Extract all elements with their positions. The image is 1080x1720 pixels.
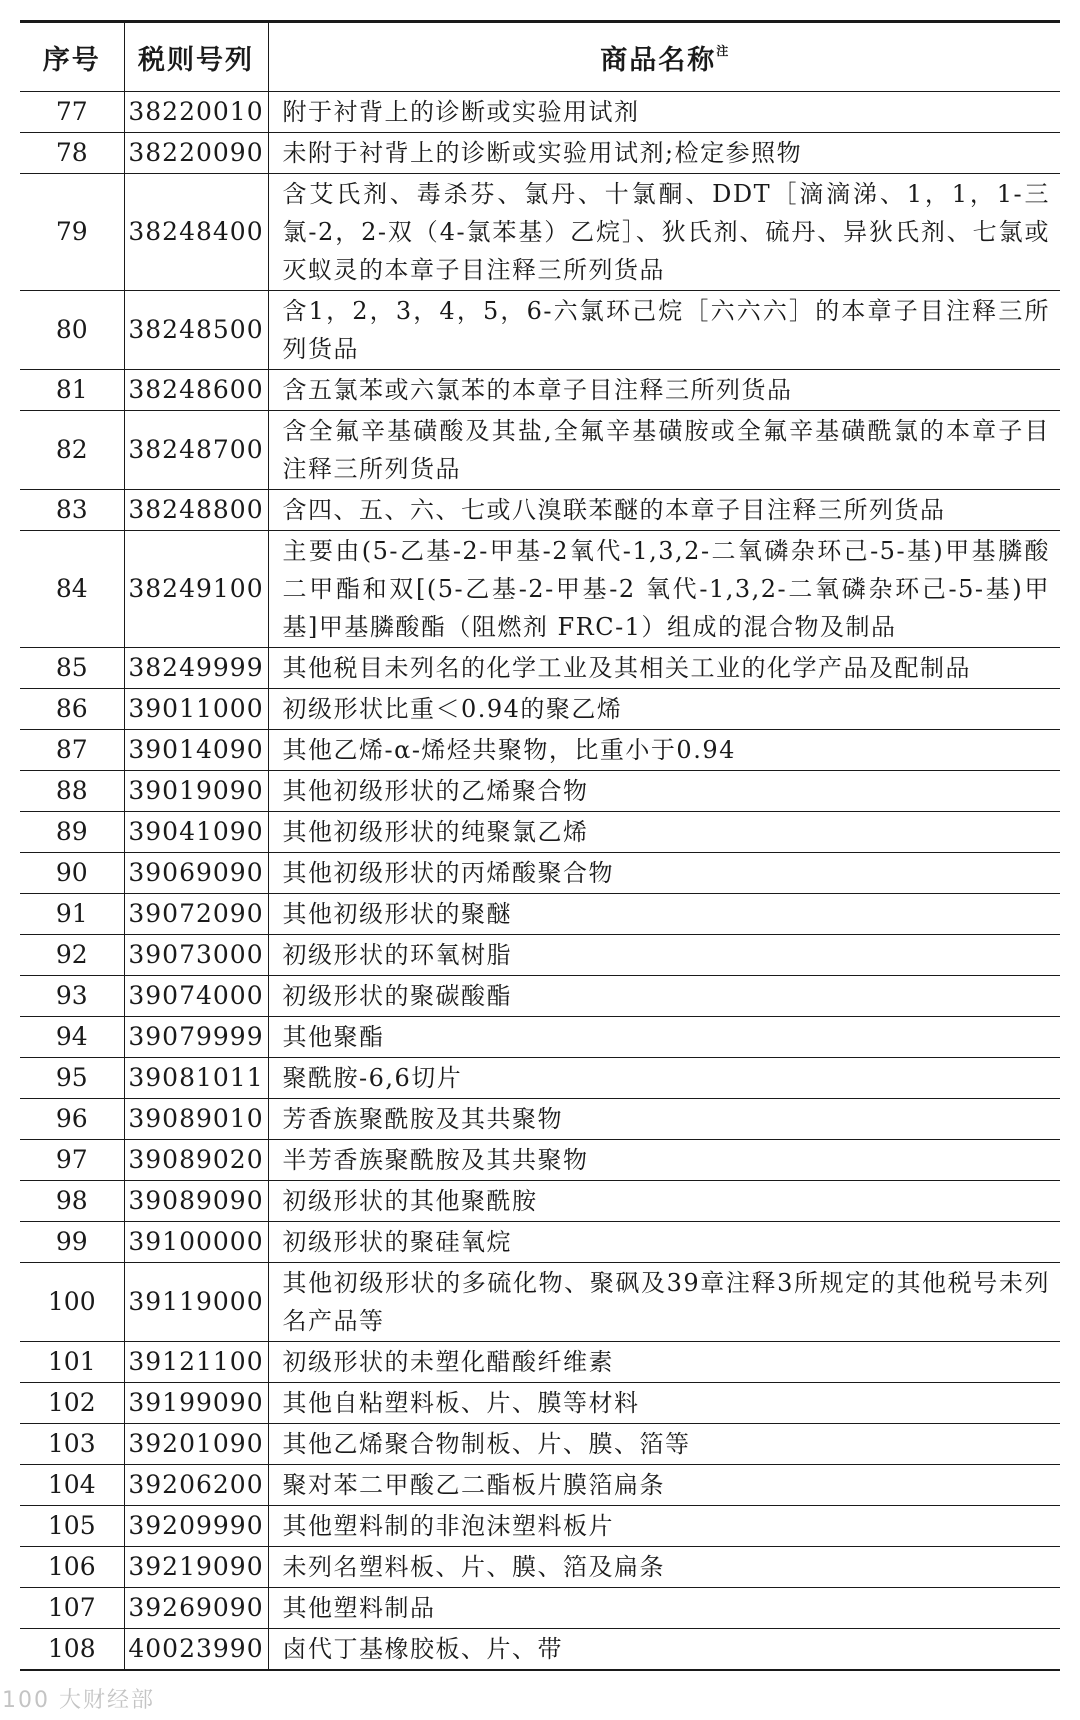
table-row <box>20 1629 1060 1671</box>
tariff-code-cell: 40023990 <box>124 1629 268 1671</box>
table-row <box>20 1140 1060 1181</box>
tariff-code-cell: 39121100 <box>124 1342 268 1383</box>
product-name-cell: 其他初级形状的丙烯酸聚合物 <box>268 853 1060 894</box>
serial-number-cell: 82 <box>20 411 124 490</box>
table-row <box>20 1058 1060 1099</box>
serial-number-cell: 93 <box>20 976 124 1017</box>
tariff-code-cell: 38248800 <box>124 490 268 531</box>
product-name-cell: 初级形状的聚硅氧烷 <box>268 1222 1060 1263</box>
table-row <box>20 92 1060 133</box>
product-name-cell: 其他乙烯聚合物制板、片、膜、箔等 <box>268 1424 1060 1465</box>
serial-number-cell: 107 <box>20 1588 124 1629</box>
table-row <box>20 1222 1060 1263</box>
serial-number-cell: 103 <box>20 1424 124 1465</box>
tariff-code-cell: 39199090 <box>124 1383 268 1424</box>
product-name-cell: 含四、五、六、七或八溴联苯醚的本章子目注释三所列货品 <box>268 490 1060 531</box>
table-row <box>20 411 1060 490</box>
tariff-code-cell: 38248700 <box>124 411 268 490</box>
serial-number-cell: 99 <box>20 1222 124 1263</box>
header-note-marker: 注 <box>716 43 729 58</box>
product-name-cell: 其他塑料制品 <box>268 1588 1060 1629</box>
serial-number-cell: 78 <box>20 133 124 174</box>
serial-number-cell: 108 <box>47 1634 96 1663</box>
table-row <box>20 976 1060 1017</box>
table-row <box>20 370 1060 411</box>
tariff-code-cell: 39072090 <box>124 894 268 935</box>
tariff-code-cell: 39041090 <box>124 812 268 853</box>
table-row <box>20 1588 1060 1629</box>
product-name-cell: 主要由(5-乙基-2-甲基-2氧代-1,3,2-二氧磷杂环己-5-基)甲基膦酸二甲酯和双[(5-乙基-2-甲基-2 氧代-1,3,2-二氧磷杂环己-5-基)甲基]甲基膦酸酯（阻燃剂 FRC-1）组成的混合物及制品 <box>268 531 1060 648</box>
table-row <box>20 1263 1060 1342</box>
table-body <box>20 92 1060 1671</box>
table-row <box>20 812 1060 853</box>
product-name-cell: 其他初级形状的纯聚氯乙烯 <box>268 812 1060 853</box>
tariff-code-cell: 39073000 <box>124 935 268 976</box>
watermark: 100 大财经部 <box>2 1688 155 1713</box>
serial-number-cell: 88 <box>20 771 124 812</box>
table-row <box>20 490 1060 531</box>
tariff-code-cell: 38220090 <box>124 133 268 174</box>
tariff-code-cell: 39019090 <box>124 771 268 812</box>
serial-number-cell: 86 <box>20 689 124 730</box>
serial-number-cell: 95 <box>20 1058 124 1099</box>
table-row <box>20 771 1060 812</box>
serial-number-cell: 83 <box>20 490 124 531</box>
table-row <box>20 1099 1060 1140</box>
product-name-cell: 聚对苯二甲酸乙二酯板片膜箔扁条 <box>268 1465 1060 1506</box>
table-row <box>20 1506 1060 1547</box>
product-name-cell: 其他乙烯-α-烯烃共聚物，比重小于0.94 <box>268 730 1060 771</box>
serial-number-cell: 77 <box>20 92 124 133</box>
serial-number-cell: 80 <box>20 291 124 370</box>
tariff-code-cell: 38249999 <box>124 648 268 689</box>
tariff-table <box>20 20 1060 1671</box>
table-row <box>20 730 1060 771</box>
product-name-cell: 其他初级形状的乙烯聚合物 <box>268 771 1060 812</box>
table-row <box>20 1342 1060 1383</box>
product-name-cell: 含五氯苯或六氯苯的本章子目注释三所列货品 <box>268 370 1060 411</box>
serial-number-cell: 92 <box>20 935 124 976</box>
serial-number-cell: 87 <box>20 730 124 771</box>
tariff-code-cell: 39201090 <box>124 1424 268 1465</box>
serial-number-cell: 105 <box>20 1506 124 1547</box>
product-name-cell: 未列名塑料板、片、膜、箔及扁条 <box>268 1547 1060 1588</box>
product-name-cell: 芳香族聚酰胺及其共聚物 <box>268 1099 1060 1140</box>
tariff-code-cell: 39089010 <box>124 1099 268 1140</box>
tariff-code-cell: 39014090 <box>124 730 268 771</box>
serial-number-cell: 85 <box>20 648 124 689</box>
product-name-cell: 未附于衬背上的诊断或实验用试剂;检定参照物 <box>268 133 1060 174</box>
tariff-code-cell: 39209990 <box>124 1506 268 1547</box>
tariff-code-cell: 39089090 <box>124 1181 268 1222</box>
table-row <box>20 689 1060 730</box>
product-name-cell: 半芳香族聚酰胺及其共聚物 <box>268 1140 1060 1181</box>
header-serial-number <box>20 22 124 92</box>
tariff-code-cell: 39081011 <box>124 1058 268 1099</box>
serial-number-cell: 81 <box>20 370 124 411</box>
tariff-code-cell: 39119000 <box>124 1263 268 1342</box>
product-name-cell: 卤代丁基橡胶板、片、带 <box>268 1629 1060 1671</box>
serial-number-cell: 79 <box>20 174 124 291</box>
product-name-cell: 其他自粘塑料板、片、膜等材料 <box>268 1383 1060 1424</box>
product-name-cell: 其他塑料制的非泡沫塑料板片 <box>268 1506 1060 1547</box>
serial-number-cell: 84 <box>20 531 124 648</box>
product-name-cell: 含全氟辛基磺酸及其盐,全氟辛基磺胺或全氟辛基磺酰氯的本章子目注释三所列货品 <box>268 411 1060 490</box>
header-tariff-code <box>124 22 268 92</box>
tariff-code-cell: 39100000 <box>124 1222 268 1263</box>
table-row <box>20 853 1060 894</box>
table-row <box>20 133 1060 174</box>
serial-number-cell: 98 <box>20 1181 124 1222</box>
serial-number-cell: 102 <box>20 1383 124 1424</box>
table-row <box>20 1547 1060 1588</box>
header-product-name <box>268 22 1060 92</box>
product-name-cell: 含1，2，3，4，5，6-六氯环己烷［六六六］的本章子目注释三所列货品 <box>268 291 1060 370</box>
product-name-cell: 附于衬背上的诊断或实验用试剂 <box>268 92 1060 133</box>
table-row <box>20 1383 1060 1424</box>
serial-number-cell: 90 <box>20 853 124 894</box>
table-row <box>20 935 1060 976</box>
tariff-code-cell: 39219090 <box>124 1547 268 1588</box>
table-header-row <box>20 22 1060 92</box>
tariff-code-cell: 39069090 <box>124 853 268 894</box>
tariff-code-cell: 39089020 <box>124 1140 268 1181</box>
table-row <box>20 1181 1060 1222</box>
tariff-code-cell: 38248500 <box>124 291 268 370</box>
header-serial-number-label: 序号 <box>42 44 101 76</box>
table-row <box>20 1424 1060 1465</box>
table-row <box>20 291 1060 370</box>
serial-number-cell: 106 <box>20 1547 124 1588</box>
table-row <box>20 1465 1060 1506</box>
tariff-code-cell: 38220010 <box>124 92 268 133</box>
serial-number-cell: 97 <box>20 1140 124 1181</box>
serial-number-cell: 91 <box>20 894 124 935</box>
product-name-cell: 初级形状的环氧树脂 <box>268 935 1060 976</box>
product-name-cell: 初级形状的未塑化醋酸纤维素 <box>268 1342 1060 1383</box>
table-row <box>20 531 1060 648</box>
product-name-cell: 其他初级形状的多硫化物、聚砜及39章注释3所规定的其他税号未列名产品等 <box>268 1263 1060 1342</box>
product-name-cell: 初级形状的聚碳酸酯 <box>268 976 1060 1017</box>
tariff-code-cell: 39079999 <box>124 1017 268 1058</box>
table-row <box>20 894 1060 935</box>
header-tariff-code-label: 税则号列 <box>138 44 254 76</box>
serial-number-cell: 104 <box>20 1465 124 1506</box>
tariff-code-cell: 39269090 <box>124 1588 268 1629</box>
serial-number-cell: 100 <box>20 1263 124 1342</box>
table-row <box>20 1017 1060 1058</box>
tariff-code-cell: 39206200 <box>124 1465 268 1506</box>
product-name-cell: 其他初级形状的聚醚 <box>268 894 1060 935</box>
tariff-code-cell: 38249100 <box>124 531 268 648</box>
serial-number-cell: 101 <box>20 1342 124 1383</box>
table-row <box>20 174 1060 291</box>
table-row <box>20 648 1060 689</box>
product-name-cell: 其他聚酯 <box>268 1017 1060 1058</box>
serial-number-cell: 89 <box>20 812 124 853</box>
product-name-cell: 初级形状比重＜0.94的聚乙烯 <box>268 689 1060 730</box>
tariff-code-cell: 39011000 <box>124 689 268 730</box>
serial-number-cell: 94 <box>20 1017 124 1058</box>
product-name-cell: 其他税目未列名的化学工业及其相关工业的化学产品及配制品 <box>268 648 1060 689</box>
tariff-code-cell: 39074000 <box>124 976 268 1017</box>
tariff-code-cell: 38248400 <box>124 174 268 291</box>
product-name-cell: 含艾氏剂、毒杀芬、氯丹、十氯酮、DDT［滴滴涕、1，1，1-三氯-2，2-双（4-氯苯基）乙烷］、狄氏剂、硫丹、异狄氏剂、七氯或灭蚁灵的本章子目注释三所列货品 <box>268 174 1060 291</box>
header-product-name-label: 商品名称 <box>600 44 717 76</box>
serial-number-cell: 96 <box>20 1099 124 1140</box>
tariff-code-cell: 38248600 <box>124 370 268 411</box>
product-name-cell: 初级形状的其他聚酰胺 <box>268 1181 1060 1222</box>
product-name-cell: 聚酰胺-6,6切片 <box>268 1058 1060 1099</box>
